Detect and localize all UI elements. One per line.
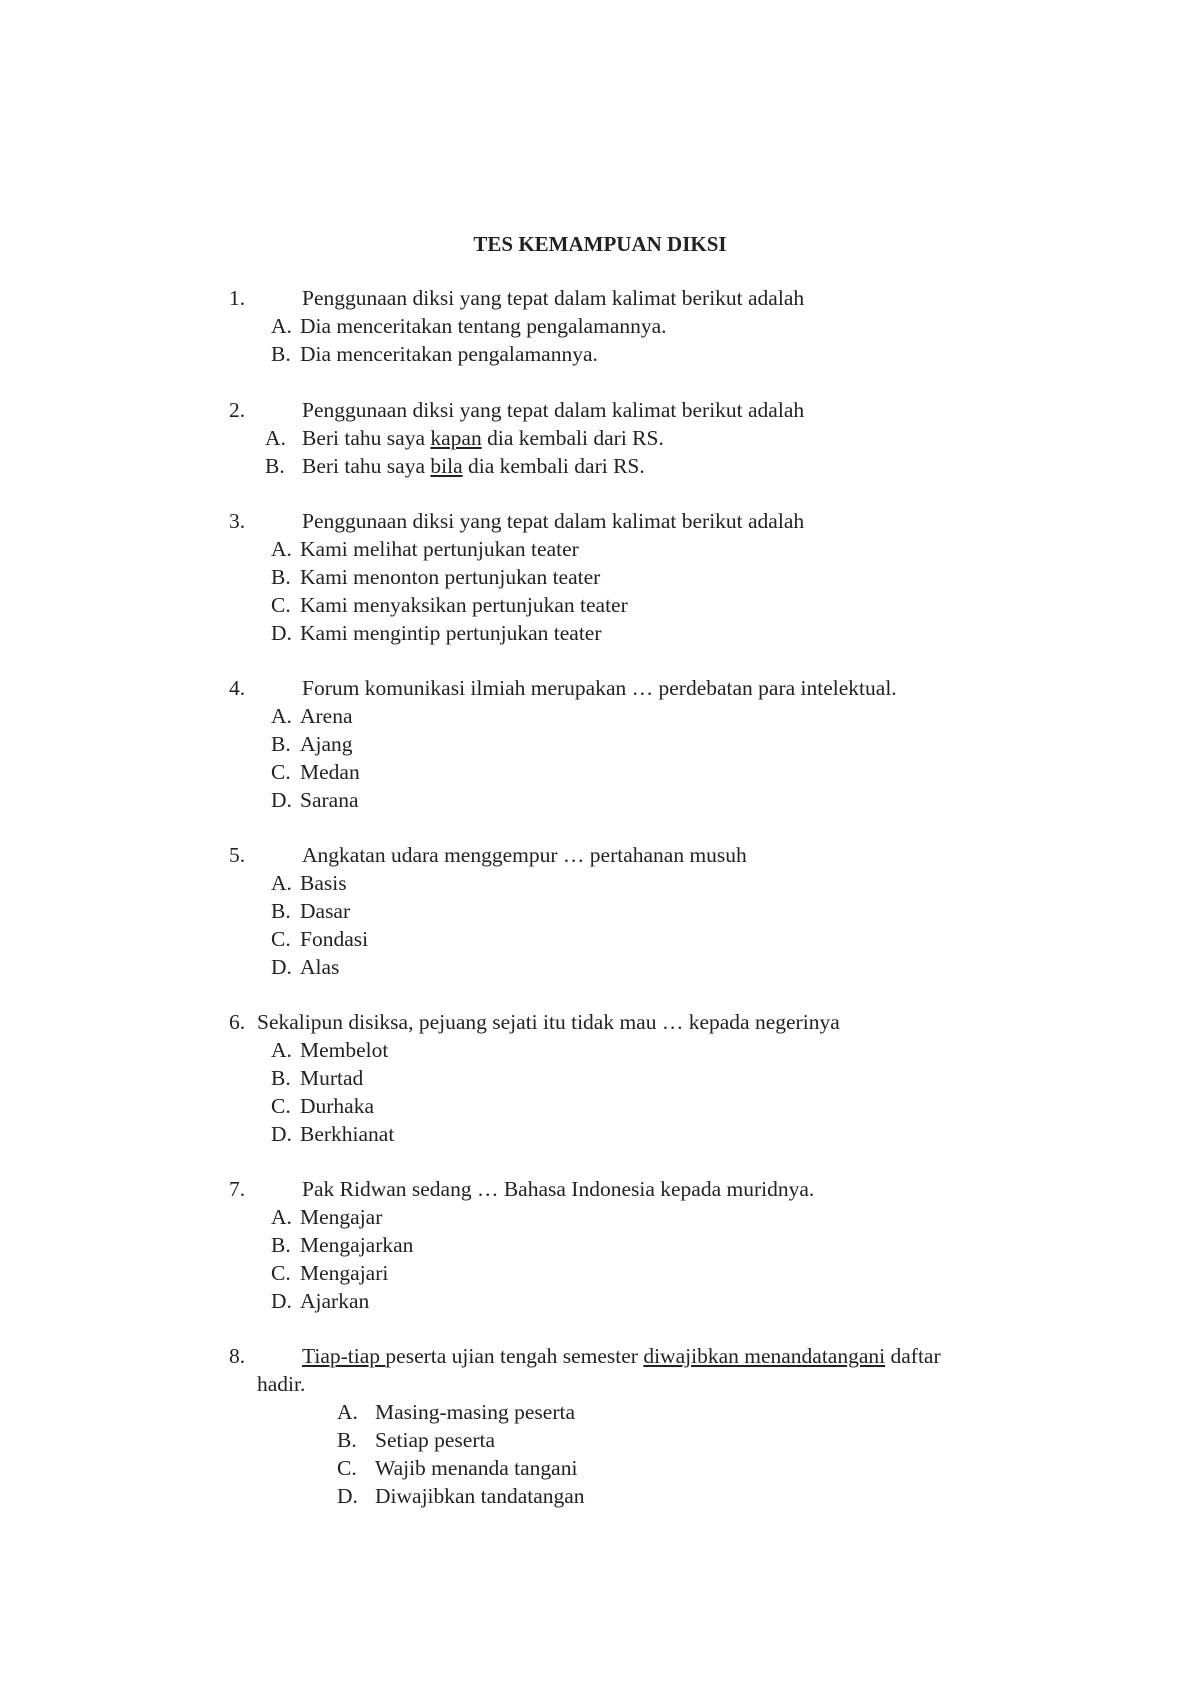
document-title: TES KEMAMPUAN DIKSI	[473, 232, 727, 256]
question-text: Penggunaan diksi yang tepat dalam kalimat berikut adalah	[302, 286, 805, 310]
question-number: 3.	[229, 509, 246, 533]
option-text: Beri tahu saya bila dia kembali dari RS.	[302, 454, 645, 478]
option-text: Dia menceritakan tentang pengalamannya.	[300, 314, 667, 338]
option-text: Sarana	[300, 788, 359, 812]
option-letter: D.	[271, 621, 292, 645]
option-text: Setiap peserta	[375, 1428, 495, 1452]
question-text: Forum komunikasi ilmiah merupakan … perdebatan para intelektual.	[302, 676, 897, 700]
underlined-phrase: diwajibkan menandatangani	[643, 1344, 886, 1368]
question-text: Tiap-tiap peserta ujian tengah semester diwajibkan menandatangani daftar	[302, 1344, 941, 1368]
option-text: Dasar	[300, 899, 351, 923]
option-text: Medan	[300, 760, 360, 784]
option-text: Diwajibkan tandatangan	[375, 1484, 585, 1508]
option-text: Berkhianat	[300, 1122, 395, 1146]
question-number: 6.	[229, 1010, 246, 1034]
option-text: Arena	[300, 704, 353, 728]
underlined-phrase: Tiap-tiap	[302, 1344, 386, 1368]
question-number: 4.	[229, 676, 246, 700]
option-text: Fondasi	[300, 927, 369, 951]
option-text: Beri tahu saya kapan dia kembali dari RS.	[302, 426, 664, 450]
option-letter: A.	[271, 314, 292, 338]
option-letter: D.	[271, 955, 292, 979]
option-letter: A.	[271, 1038, 292, 1062]
question-text: Angkatan udara menggempur … pertahanan musuh	[302, 843, 747, 867]
option-text: Murtad	[300, 1066, 364, 1090]
option-text: Mengajari	[300, 1261, 389, 1285]
question-text: Pak Ridwan sedang … Bahasa Indonesia kepada muridnya.	[302, 1177, 815, 1201]
underlined-word: bila	[430, 454, 463, 478]
option-letter: C.	[271, 927, 291, 951]
question-text: Penggunaan diksi yang tepat dalam kalimat berikut adalah	[302, 398, 805, 422]
option-letter: B.	[271, 1233, 291, 1257]
question-text: Sekalipun disiksa, pejuang sejati itu tidak mau … kepada negerinya	[257, 1010, 840, 1034]
option-text: Membelot	[300, 1038, 389, 1062]
option-letter: A.	[271, 704, 292, 728]
option-text: Wajib menanda tangani	[375, 1456, 578, 1480]
option-text: Basis	[300, 871, 347, 895]
option-text: Ajang	[300, 732, 353, 756]
option-letter: A.	[271, 537, 292, 561]
option-text: Mengajarkan	[300, 1233, 414, 1257]
option-letter: B.	[271, 899, 291, 923]
option-text: Durhaka	[300, 1094, 375, 1118]
option-text: Kami menyaksikan pertunjukan teater	[300, 593, 628, 617]
option-text: Kami mengintip pertunjukan teater	[300, 621, 602, 645]
option-letter: C.	[271, 760, 291, 784]
option-letter: B.	[271, 565, 291, 589]
option-letter: B.	[337, 1428, 357, 1452]
option-letter: D.	[271, 1289, 292, 1313]
option-letter: C.	[271, 593, 291, 617]
option-letter: B.	[271, 1066, 291, 1090]
underlined-word: kapan	[430, 426, 482, 450]
option-text: Masing-masing peserta	[375, 1400, 576, 1424]
option-letter: A.	[337, 1400, 358, 1424]
option-letter: A.	[265, 426, 286, 450]
option-text: Alas	[300, 955, 340, 979]
option-letter: B.	[265, 454, 285, 478]
option-letter: B.	[271, 732, 291, 756]
option-text: Kami melihat pertunjukan teater	[300, 537, 579, 561]
question-text-continuation: hadir.	[257, 1372, 306, 1396]
option-letter: B.	[271, 342, 291, 366]
option-letter: C.	[271, 1261, 291, 1285]
option-text: Kami menonton pertunjukan teater	[300, 565, 601, 589]
question-number: 2.	[229, 398, 246, 422]
option-letter: D.	[271, 1122, 292, 1146]
option-letter: D.	[337, 1484, 358, 1508]
option-text: Mengajar	[300, 1205, 383, 1229]
option-letter: D.	[271, 788, 292, 812]
question-number: 7.	[229, 1177, 246, 1201]
option-letter: A.	[271, 1205, 292, 1229]
question-text: Penggunaan diksi yang tepat dalam kalimat berikut adalah	[302, 509, 805, 533]
option-letter: A.	[271, 871, 292, 895]
question-number: 1.	[229, 286, 246, 310]
option-letter: C.	[271, 1094, 291, 1118]
option-letter: C.	[337, 1456, 357, 1480]
question-number: 8.	[229, 1344, 246, 1368]
option-text: Dia menceritakan pengalamannya.	[300, 342, 598, 366]
question-number: 5.	[229, 843, 246, 867]
option-text: Ajarkan	[300, 1289, 370, 1313]
